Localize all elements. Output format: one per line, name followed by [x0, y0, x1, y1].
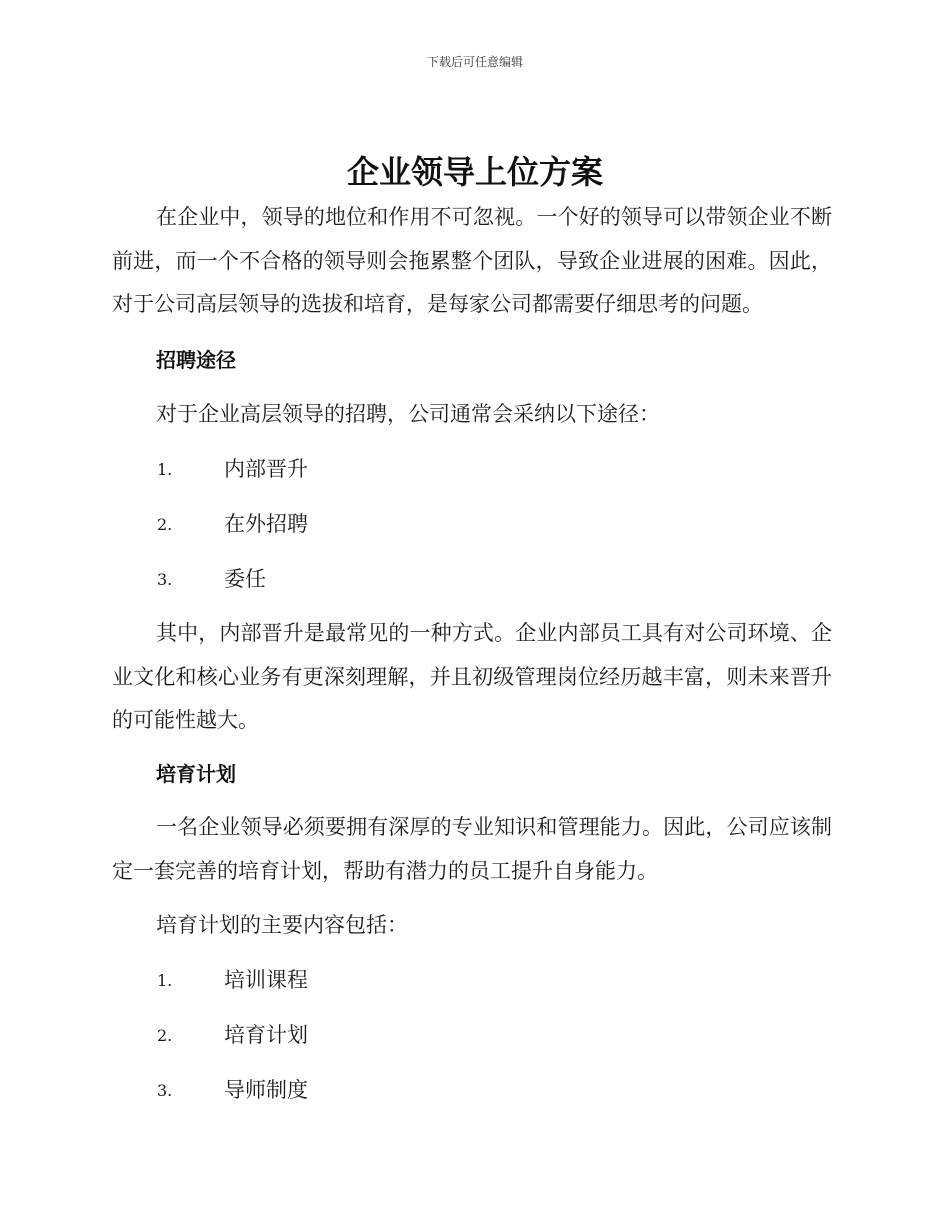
list-item-text: 培训课程	[224, 968, 308, 992]
training-paragraph: 一名企业领导必须要拥有深厚的专业知识和管理能力。因此，公司应该制定一套完善的培育计划，帮助有潜力的员工提升自身能力。	[112, 815, 832, 883]
list-item-number: 1.	[157, 460, 173, 479]
list-item-number: 2.	[157, 515, 173, 534]
list-item-number: 1.	[157, 971, 173, 990]
training-lead-text: 培育计划的主要内容包括：	[156, 913, 408, 937]
list-item	[0, 1020, 950, 1050]
section-heading-recruitment: 招聘途径	[156, 348, 236, 372]
list-item	[0, 509, 950, 539]
list-item-number: 3.	[157, 570, 173, 589]
list-item-number: 2.	[157, 1026, 173, 1045]
list-item-text: 培育计划	[224, 1023, 308, 1047]
document-title: 企业领导上位方案	[346, 153, 603, 191]
list-item-number: 3.	[157, 1081, 173, 1100]
list-item	[0, 454, 950, 484]
intro-paragraph: 在企业中，领导的地位和作用不可忽视。一个好的领导可以带领企业不断前进，而一个不合格的领导则会拖累整个团队，导致企业进展的困难。因此，对于公司高层领导的选拔和培育，是每家公司都需要仔细思考的问题。	[112, 205, 832, 316]
list-item	[0, 1075, 950, 1105]
list-item	[0, 564, 950, 594]
section-heading-training: 培育计划	[156, 762, 236, 786]
recruitment-paragraph: 其中，内部晋升是最常见的一种方式。企业内部员工具有对公司环境、企业文化和核心业务有更深刻理解，并且初级管理岗位经历越丰富，则未来晋升的可能性越大。	[112, 621, 832, 732]
recruitment-lead-text: 对于企业高层领导的招聘，公司通常会采纳以下途径：	[156, 402, 660, 426]
list-item-text: 内部晋升	[224, 457, 308, 481]
page-header-note: 下载后可任意编辑	[426, 55, 523, 69]
list-item-text: 在外招聘	[224, 512, 308, 536]
list-item-text: 委任	[224, 567, 266, 591]
list-item	[0, 965, 950, 995]
list-item-text: 导师制度	[224, 1078, 308, 1102]
